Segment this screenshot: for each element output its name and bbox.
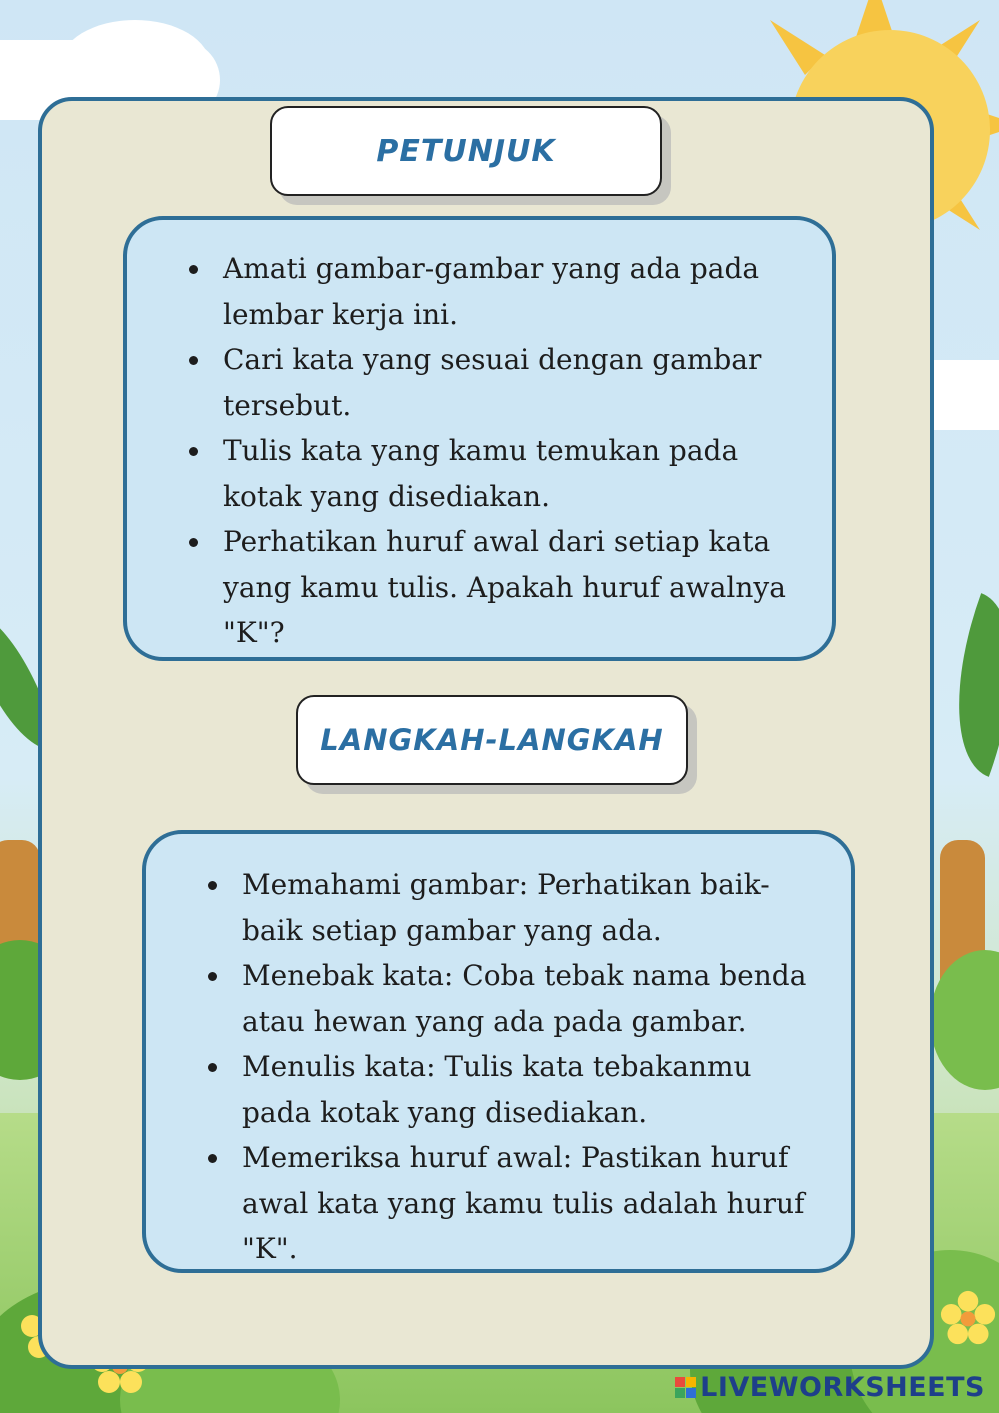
langkah-title-box: [296, 695, 688, 785]
petunjuk-box: [123, 216, 836, 661]
langkah-list: [204, 862, 825, 1272]
petunjuk-title: PETUNJUK: [376, 133, 556, 169]
langkah-title: LANGKAH-LANGKAH: [320, 723, 664, 757]
langkah-box: [142, 830, 855, 1273]
liveworksheets-logo-icon: [675, 1377, 696, 1398]
list-item: Amati gambar-gambar yang ada pada lembar kerja ini.: [185, 246, 812, 337]
petunjuk-list: [185, 246, 812, 656]
list-item: Menebak kata: Coba tebak nama benda atau hewan yang ada pada gambar.: [204, 953, 825, 1044]
list-item: Memahami gambar: Perhatikan baik-baik setiap gambar yang ada.: [204, 862, 825, 953]
list-item: Perhatikan huruf awal dari setiap kata yang kamu tulis. Apakah huruf awalnya "K"?: [185, 519, 812, 656]
liveworksheets-watermark: [675, 1372, 985, 1403]
list-item: Menulis kata: Tulis kata tebakanmu pada kotak yang disediakan.: [204, 1044, 825, 1135]
watermark-text: LIVEWORKSHEETS: [700, 1372, 985, 1403]
flower-icon: [940, 1290, 996, 1346]
list-item: Memeriksa huruf awal: Pastikan huruf awal kata yang kamu tulis adalah huruf "K".: [204, 1135, 825, 1272]
list-item: Cari kata yang sesuai dengan gambar tersebut.: [185, 337, 812, 428]
petunjuk-title-box: [270, 106, 662, 196]
leaf: [923, 593, 999, 777]
list-item: Tulis kata yang kamu temukan pada kotak yang disediakan.: [185, 428, 812, 519]
